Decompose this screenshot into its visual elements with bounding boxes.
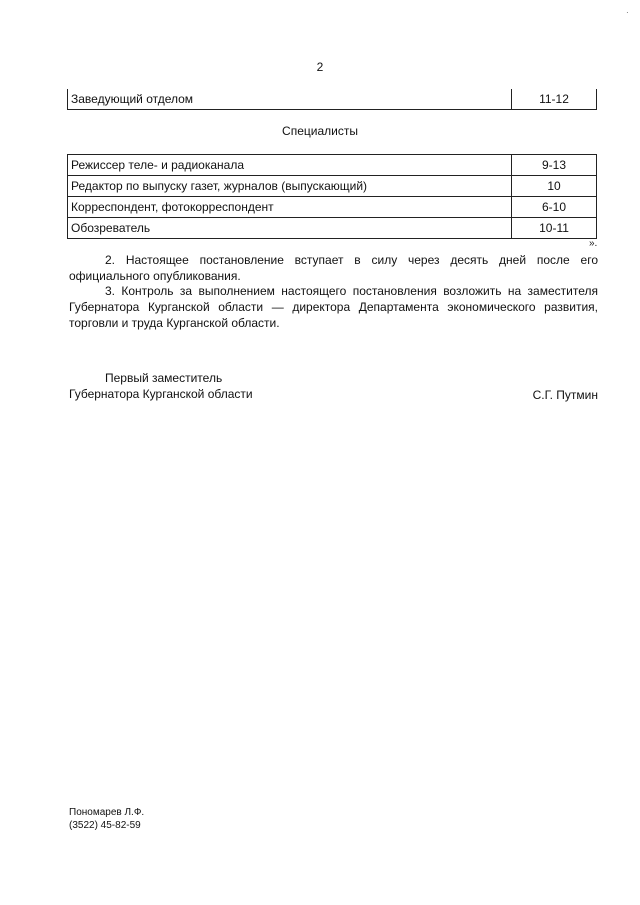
grade-cell: 6-10 <box>512 197 597 218</box>
signature-title-line1: Первый заместитель <box>105 371 223 385</box>
grade-cell: 10 <box>512 176 597 197</box>
page-number: 2 <box>316 60 324 74</box>
table-row <box>68 218 597 239</box>
executor-phone: (3522) 45-82-59 <box>69 820 141 831</box>
grade-cell: 10-11 <box>512 218 597 239</box>
executor-name: Пономарев Л.Ф. <box>69 807 145 818</box>
signature-title-line2: Губернатора Курганской области <box>69 387 253 401</box>
position-cell: Корреспондент, фотокорреспондент <box>68 197 512 218</box>
signature-title <box>69 370 253 402</box>
grade-cell: 9-13 <box>512 155 597 176</box>
table-row <box>68 197 597 218</box>
positions-table-top <box>67 89 597 110</box>
specialists-table <box>67 154 597 239</box>
position-cell: Редактор по выпуску газет, журналов (выпускающий) <box>68 176 512 197</box>
position-cell: Заведующий отделом <box>68 89 512 110</box>
paragraph-effective-date: 2. Настоящее постановление вступает в силу через десять дней после его официального опубликования. <box>69 253 598 283</box>
signature-name: С.Г. Путмин <box>532 388 598 402</box>
paragraph-control: 3. Контроль за выполнением настоящего постановления возложить на заместителя Губернатора Курганской области — директора Департамента экономического развития, торговли и труда Курганской области. <box>69 284 598 330</box>
table-row <box>68 155 597 176</box>
table-row <box>68 176 597 197</box>
table-row <box>68 89 597 110</box>
scan-mark: · <box>626 8 629 17</box>
section-heading: Специалисты <box>282 124 358 138</box>
position-cell: Обозреватель <box>68 218 512 239</box>
closing-quote: ». <box>589 238 598 249</box>
grade-cell: 11-12 <box>512 89 597 110</box>
position-cell: Режиссер теле- и радиоканала <box>68 155 512 176</box>
executor-contact <box>69 806 144 832</box>
